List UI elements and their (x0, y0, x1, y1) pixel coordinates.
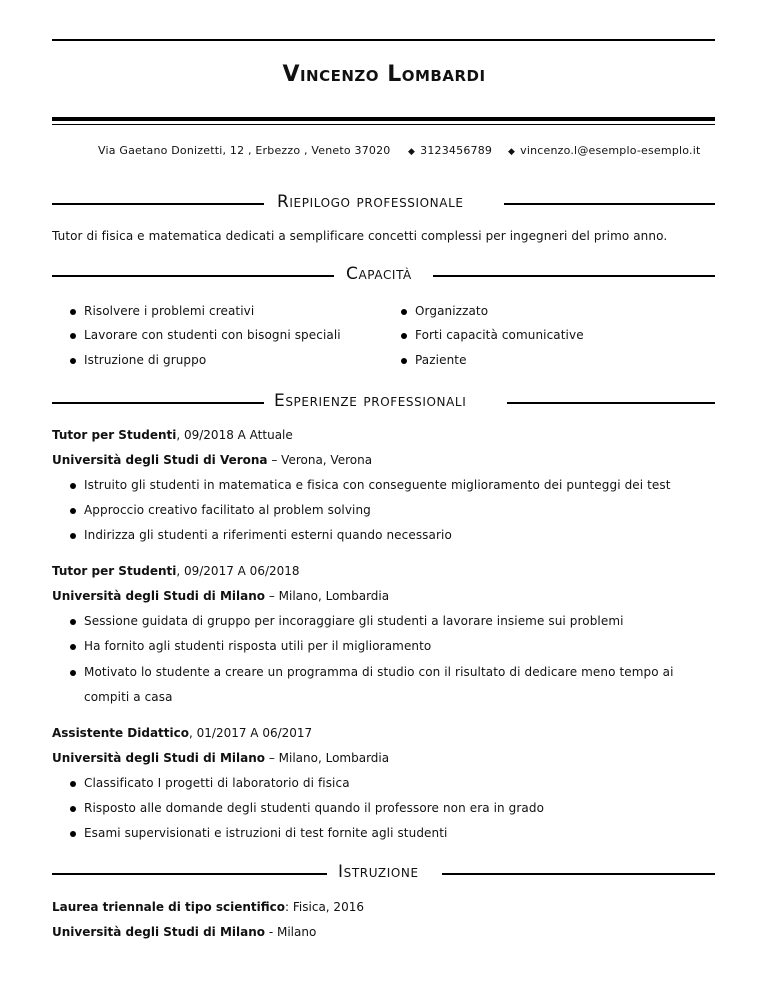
section-skills-heading (52, 264, 715, 288)
phone: 3123456789 (420, 144, 493, 157)
divider-line (52, 203, 264, 205)
skill-item: Istruzione di gruppo (84, 353, 206, 367)
summary-text: Tutor di fisica e matematica dedicati a semplificare concetti complessi per ingegneri del primo anno. (52, 229, 668, 243)
job-employer-line: Università degli Studi di Milano – Milano, Lombardia (52, 589, 390, 603)
section-title: Istruzione (338, 862, 419, 882)
job-bullet: Classificato I progetti di laboratorio di fisica (84, 776, 350, 790)
section-summary-heading (52, 192, 715, 216)
bullet-icon (70, 781, 76, 787)
diamond-icon: ◆ (508, 147, 516, 157)
job-bullet: Risposto alle domande degli studenti quando il professore non era in grado (84, 801, 544, 815)
bullet-icon (70, 619, 76, 625)
top-rule (52, 39, 715, 41)
job-bullet: Esami supervisionati e istruzioni di test fornite agli studenti (84, 826, 447, 840)
job-bullet: Istruito gli studenti in matematica e fisica con conseguente miglioramento dei punteggi dei test (84, 478, 671, 492)
section-title: Riepilogo professionale (277, 192, 464, 212)
bullet-icon (70, 831, 76, 837)
diamond-icon: ◆ (408, 147, 416, 157)
job-bullet-continuation: compiti a casa (84, 690, 173, 704)
education-degree-line: Laurea triennale di tipo scientifico: Fisica, 2016 (52, 900, 364, 914)
bullet-icon (401, 309, 407, 315)
bullet-icon (70, 333, 76, 339)
bullet-icon (401, 358, 407, 364)
skill-item: Paziente (415, 353, 467, 367)
job-bullet: Motivato lo studente a creare un programma di studio con il risultato di dedicare meno tempo ai (84, 665, 674, 679)
bullet-icon (70, 644, 76, 650)
divider-line (52, 873, 327, 875)
bullet-icon (70, 533, 76, 539)
job-bullet: Approccio creativo facilitato al problem solving (84, 503, 371, 517)
header-rule-thick (52, 117, 715, 121)
bullet-icon (70, 806, 76, 812)
bullet-icon (70, 670, 76, 676)
job-title-line: Assistente Didattico, 01/2017 A 06/2017 (52, 726, 313, 740)
divider-line (433, 275, 715, 277)
divider-line (52, 275, 334, 277)
skill-item: Organizzato (415, 304, 488, 318)
email: vincenzo.l@esemplo-esemplo.it (520, 144, 701, 157)
divider-line (52, 402, 264, 404)
bullet-icon (401, 333, 407, 339)
skill-item: Risolvere i problemi creativi (84, 304, 254, 318)
section-title: Capacità (346, 264, 412, 284)
divider-line (504, 203, 715, 205)
section-experience-heading (52, 391, 715, 415)
job-title-line: Tutor per Studenti, 09/2017 A 06/2018 (52, 564, 300, 578)
section-education-heading (52, 862, 715, 886)
job-employer-line: Università degli Studi di Verona – Verona, Verona (52, 453, 373, 467)
job-title-line: Tutor per Studenti, 09/2018 A Attuale (52, 428, 293, 442)
header-rule-thin (52, 124, 715, 125)
bullet-icon (70, 358, 76, 364)
phone-item (408, 144, 492, 157)
job-bullet: Indirizza gli studenti a riferimenti esterni quando necessario (84, 528, 452, 542)
job-bullet: Ha fornito agli studenti risposta utili per il miglioramento (84, 639, 431, 653)
job-employer-line: Università degli Studi di Milano – Milano, Lombardia (52, 751, 390, 765)
education-school-line: Università degli Studi di Milano - Milano (52, 925, 317, 939)
skill-item: Lavorare con studenti con bisogni speciali (84, 328, 341, 342)
divider-line (507, 402, 715, 404)
job-bullet: Sessione guidata di gruppo per incoraggiare gli studenti a lavorare insieme sui problemi (84, 614, 624, 628)
email-item (508, 144, 700, 157)
address: Via Gaetano Donizetti, 12 , Erbezzo , Veneto 37020 (98, 144, 391, 157)
section-title: Esperienze professionali (274, 391, 467, 411)
bullet-icon (70, 309, 76, 315)
bullet-icon (70, 483, 76, 489)
bullet-icon (70, 508, 76, 514)
skill-item: Forti capacità comunicative (415, 328, 584, 342)
candidate-name: Vincenzo Lombardi (282, 62, 486, 87)
divider-line (442, 873, 715, 875)
